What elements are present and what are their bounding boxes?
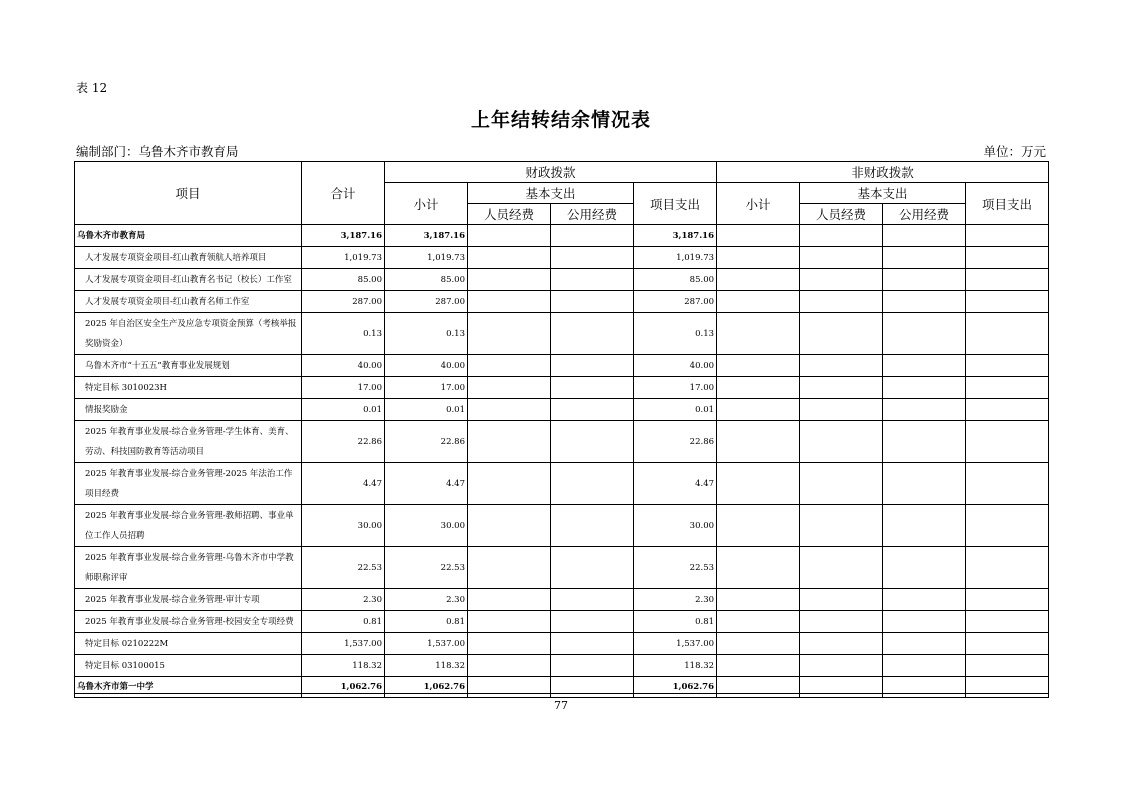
row-item-name: 2025 年教育事业发展-综合业务管理-审计专项: [75, 589, 302, 611]
row-fiscal-personnel: [468, 677, 551, 698]
row-nonfiscal-project: [966, 677, 1049, 698]
row-item-name: 人才发展专项资金项目-红山教育领航人培养项目: [75, 247, 302, 269]
row-nonfiscal-public: [883, 399, 966, 421]
row-nonfiscal-public: [883, 505, 966, 547]
row-nonfiscal-personnel: [800, 355, 883, 377]
row-nonfiscal-personnel: [800, 589, 883, 611]
row-total: 40.00: [302, 355, 385, 377]
row-nonfiscal-subtotal: [717, 377, 800, 399]
table-row: [75, 291, 1049, 313]
row-fiscal-personnel: [468, 355, 551, 377]
table-row: [75, 421, 1049, 463]
row-fiscal-personnel: [468, 313, 551, 355]
header-fiscal: 财政拨款: [385, 162, 717, 183]
row-nonfiscal-subtotal: [717, 655, 800, 677]
row-fiscal-subtotal: 0.13: [385, 313, 468, 355]
row-fiscal-public: [551, 589, 634, 611]
table-row: [75, 313, 1049, 355]
row-fiscal-personnel: [468, 547, 551, 589]
row-fiscal-personnel: [468, 463, 551, 505]
row-fiscal-project: 3,187.16: [634, 225, 717, 247]
row-fiscal-public: [551, 399, 634, 421]
row-fiscal-subtotal: 287.00: [385, 291, 468, 313]
table-row: [75, 463, 1049, 505]
row-nonfiscal-subtotal: [717, 589, 800, 611]
row-total: 2.30: [302, 589, 385, 611]
header-nonfiscal-public: 公用经费: [883, 204, 966, 225]
row-nonfiscal-project: [966, 225, 1049, 247]
row-nonfiscal-project: [966, 655, 1049, 677]
row-fiscal-personnel: [468, 291, 551, 313]
row-item-name: 人才发展专项资金项目-红山教育名书记（校长）工作室: [75, 269, 302, 291]
row-nonfiscal-public: [883, 247, 966, 269]
row-nonfiscal-personnel: [800, 655, 883, 677]
table-row: [75, 247, 1049, 269]
row-nonfiscal-personnel: [800, 421, 883, 463]
row-fiscal-public: [551, 377, 634, 399]
row-nonfiscal-personnel: [800, 399, 883, 421]
row-nonfiscal-personnel: [800, 269, 883, 291]
row-nonfiscal-public: [883, 463, 966, 505]
row-nonfiscal-public: [883, 611, 966, 633]
row-nonfiscal-project: [966, 463, 1049, 505]
row-fiscal-project: 1,062.76: [634, 677, 717, 698]
row-fiscal-public: [551, 505, 634, 547]
table-row: [75, 225, 1049, 247]
row-nonfiscal-public: [883, 677, 966, 698]
row-fiscal-public: [551, 225, 634, 247]
table-row: [75, 677, 1049, 698]
row-total: 1,019.73: [302, 247, 385, 269]
row-nonfiscal-personnel: [800, 247, 883, 269]
row-fiscal-project: 0.01: [634, 399, 717, 421]
row-nonfiscal-personnel: [800, 313, 883, 355]
row-nonfiscal-project: [966, 269, 1049, 291]
row-fiscal-subtotal: 40.00: [385, 355, 468, 377]
row-fiscal-subtotal: 22.53: [385, 547, 468, 589]
table-row: [75, 633, 1049, 655]
row-fiscal-project: 1,537.00: [634, 633, 717, 655]
row-nonfiscal-project: [966, 421, 1049, 463]
row-fiscal-project: 40.00: [634, 355, 717, 377]
page-number: 77: [554, 699, 568, 712]
header-nonfiscal: 非财政拨款: [717, 162, 1049, 183]
row-fiscal-project: 2.30: [634, 589, 717, 611]
row-nonfiscal-public: [883, 313, 966, 355]
row-fiscal-subtotal: 0.81: [385, 611, 468, 633]
row-item-name: 乌鲁木齐市“十五五”教育事业发展规划: [75, 355, 302, 377]
row-total: 287.00: [302, 291, 385, 313]
row-nonfiscal-project: [966, 589, 1049, 611]
row-fiscal-public: [551, 421, 634, 463]
row-item-name: 特定目标 03100015: [75, 655, 302, 677]
row-fiscal-public: [551, 313, 634, 355]
row-nonfiscal-public: [883, 633, 966, 655]
row-fiscal-subtotal: 2.30: [385, 589, 468, 611]
row-nonfiscal-project: [966, 505, 1049, 547]
row-fiscal-personnel: [468, 421, 551, 463]
table-row: [75, 611, 1049, 633]
row-fiscal-project: 287.00: [634, 291, 717, 313]
row-nonfiscal-subtotal: [717, 399, 800, 421]
row-fiscal-project: 30.00: [634, 505, 717, 547]
row-fiscal-personnel: [468, 377, 551, 399]
row-fiscal-public: [551, 291, 634, 313]
header-item: 项目: [75, 162, 302, 225]
row-fiscal-project: 22.86: [634, 421, 717, 463]
table-row: [75, 655, 1049, 677]
row-item-name: 2025 年教育事业发展-综合业务管理-2025 年法治工作项目经费: [75, 463, 302, 505]
row-item-name: 2025 年自治区安全生产及应急专项资金预算（考核举报奖励资金）: [75, 313, 302, 355]
header-nonfiscal-subtotal: 小计: [717, 183, 800, 225]
row-nonfiscal-public: [883, 589, 966, 611]
row-item-name: 乌鲁木齐市教育局: [75, 225, 302, 247]
row-nonfiscal-subtotal: [717, 633, 800, 655]
row-fiscal-project: 0.13: [634, 313, 717, 355]
row-fiscal-public: [551, 547, 634, 589]
row-nonfiscal-public: [883, 377, 966, 399]
row-item-name: 2025 年教育事业发展-综合业务管理-校园安全专项经费: [75, 611, 302, 633]
table-row: [75, 355, 1049, 377]
header-fiscal-basic: 基本支出: [468, 183, 634, 204]
row-fiscal-subtotal: 1,062.76: [385, 677, 468, 698]
row-nonfiscal-project: [966, 247, 1049, 269]
row-total: 1,537.00: [302, 633, 385, 655]
header-nonfiscal-personnel: 人员经费: [800, 204, 883, 225]
row-nonfiscal-project: [966, 291, 1049, 313]
row-item-name: 情报奖励金: [75, 399, 302, 421]
row-nonfiscal-subtotal: [717, 355, 800, 377]
row-total: 85.00: [302, 269, 385, 291]
row-nonfiscal-personnel: [800, 225, 883, 247]
row-nonfiscal-personnel: [800, 377, 883, 399]
row-total: 22.53: [302, 547, 385, 589]
header-fiscal-subtotal: 小计: [385, 183, 468, 225]
row-nonfiscal-personnel: [800, 677, 883, 698]
row-nonfiscal-subtotal: [717, 225, 800, 247]
row-fiscal-public: [551, 633, 634, 655]
row-nonfiscal-subtotal: [717, 247, 800, 269]
row-fiscal-personnel: [468, 505, 551, 547]
row-total: 22.86: [302, 421, 385, 463]
row-nonfiscal-project: [966, 547, 1049, 589]
row-fiscal-subtotal: 30.00: [385, 505, 468, 547]
row-fiscal-project: 4.47: [634, 463, 717, 505]
row-fiscal-project: 0.81: [634, 611, 717, 633]
table-number: 表 12: [76, 81, 108, 95]
row-total: 0.01: [302, 399, 385, 421]
row-nonfiscal-subtotal: [717, 463, 800, 505]
row-item-name: 2025 年教育事业发展-综合业务管理-学生体育、美育、劳动、科技国防教育等活动项目: [75, 421, 302, 463]
header-fiscal-public: 公用经费: [551, 204, 634, 225]
table-row: [75, 589, 1049, 611]
header-fiscal-personnel: 人员经费: [468, 204, 551, 225]
row-fiscal-project: 22.53: [634, 547, 717, 589]
row-total: 0.13: [302, 313, 385, 355]
row-fiscal-project: 1,019.73: [634, 247, 717, 269]
page-title: 上年结转结余情况表: [470, 109, 651, 131]
row-total: 1,062.76: [302, 677, 385, 698]
table-row: [75, 377, 1049, 399]
row-item-name: 乌鲁木齐市第一中学: [75, 677, 302, 698]
table-row: [75, 269, 1049, 291]
department-label: 编制部门：乌鲁木齐市教育局: [76, 144, 239, 159]
row-nonfiscal-project: [966, 355, 1049, 377]
row-fiscal-subtotal: 22.86: [385, 421, 468, 463]
row-fiscal-public: [551, 655, 634, 677]
row-nonfiscal-personnel: [800, 463, 883, 505]
row-fiscal-personnel: [468, 589, 551, 611]
row-item-name: 2025 年教育事业发展-综合业务管理-乌鲁木齐市中学教师职称评审: [75, 547, 302, 589]
row-nonfiscal-subtotal: [717, 677, 800, 698]
row-nonfiscal-subtotal: [717, 313, 800, 355]
row-nonfiscal-personnel: [800, 633, 883, 655]
row-nonfiscal-subtotal: [717, 269, 800, 291]
row-item-name: 2025 年教育事业发展-综合业务管理-教师招聘、事业单位工作人员招聘: [75, 505, 302, 547]
row-fiscal-public: [551, 677, 634, 698]
carryover-table: [74, 161, 1049, 698]
row-nonfiscal-public: [883, 269, 966, 291]
row-fiscal-subtotal: 0.01: [385, 399, 468, 421]
row-fiscal-personnel: [468, 269, 551, 291]
row-fiscal-personnel: [468, 655, 551, 677]
row-item-name: 人才发展专项资金项目-红山教育名师工作室: [75, 291, 302, 313]
row-fiscal-subtotal: 85.00: [385, 269, 468, 291]
row-nonfiscal-public: [883, 547, 966, 589]
row-fiscal-project: 118.32: [634, 655, 717, 677]
row-total: 0.81: [302, 611, 385, 633]
row-fiscal-personnel: [468, 633, 551, 655]
table-row: [75, 399, 1049, 421]
row-nonfiscal-public: [883, 225, 966, 247]
row-fiscal-project: 17.00: [634, 377, 717, 399]
header-nonfiscal-project: 项目支出: [966, 183, 1049, 225]
row-item-name: 特定目标 3010023H: [75, 377, 302, 399]
row-fiscal-subtotal: 118.32: [385, 655, 468, 677]
header-nonfiscal-basic: 基本支出: [800, 183, 966, 204]
table-row: [75, 547, 1049, 589]
row-nonfiscal-personnel: [800, 505, 883, 547]
row-fiscal-subtotal: 3,187.16: [385, 225, 468, 247]
row-nonfiscal-project: [966, 611, 1049, 633]
header-fiscal-project: 项目支出: [634, 183, 717, 225]
row-total: 4.47: [302, 463, 385, 505]
row-fiscal-project: 85.00: [634, 269, 717, 291]
row-nonfiscal-subtotal: [717, 505, 800, 547]
row-nonfiscal-public: [883, 291, 966, 313]
row-fiscal-public: [551, 355, 634, 377]
row-nonfiscal-project: [966, 313, 1049, 355]
row-fiscal-public: [551, 269, 634, 291]
row-total: 30.00: [302, 505, 385, 547]
row-fiscal-public: [551, 611, 634, 633]
table-row: [75, 505, 1049, 547]
row-fiscal-subtotal: 1,537.00: [385, 633, 468, 655]
row-nonfiscal-project: [966, 633, 1049, 655]
row-nonfiscal-public: [883, 421, 966, 463]
row-nonfiscal-project: [966, 399, 1049, 421]
row-fiscal-personnel: [468, 225, 551, 247]
unit-label: 单位：万元: [983, 144, 1046, 159]
row-nonfiscal-subtotal: [717, 547, 800, 589]
row-total: 118.32: [302, 655, 385, 677]
row-nonfiscal-subtotal: [717, 611, 800, 633]
row-nonfiscal-subtotal: [717, 421, 800, 463]
row-total: 3,187.16: [302, 225, 385, 247]
row-fiscal-public: [551, 463, 634, 505]
row-fiscal-personnel: [468, 247, 551, 269]
row-item-name: 特定目标 0210222M: [75, 633, 302, 655]
row-nonfiscal-public: [883, 355, 966, 377]
row-nonfiscal-personnel: [800, 611, 883, 633]
row-nonfiscal-personnel: [800, 291, 883, 313]
row-nonfiscal-personnel: [800, 547, 883, 589]
row-fiscal-public: [551, 247, 634, 269]
header-total: 合计: [302, 162, 385, 225]
row-fiscal-subtotal: 4.47: [385, 463, 468, 505]
row-fiscal-subtotal: 17.00: [385, 377, 468, 399]
row-nonfiscal-subtotal: [717, 291, 800, 313]
row-nonfiscal-public: [883, 655, 966, 677]
row-total: 17.00: [302, 377, 385, 399]
row-fiscal-subtotal: 1,019.73: [385, 247, 468, 269]
row-nonfiscal-project: [966, 377, 1049, 399]
row-fiscal-personnel: [468, 611, 551, 633]
row-fiscal-personnel: [468, 399, 551, 421]
